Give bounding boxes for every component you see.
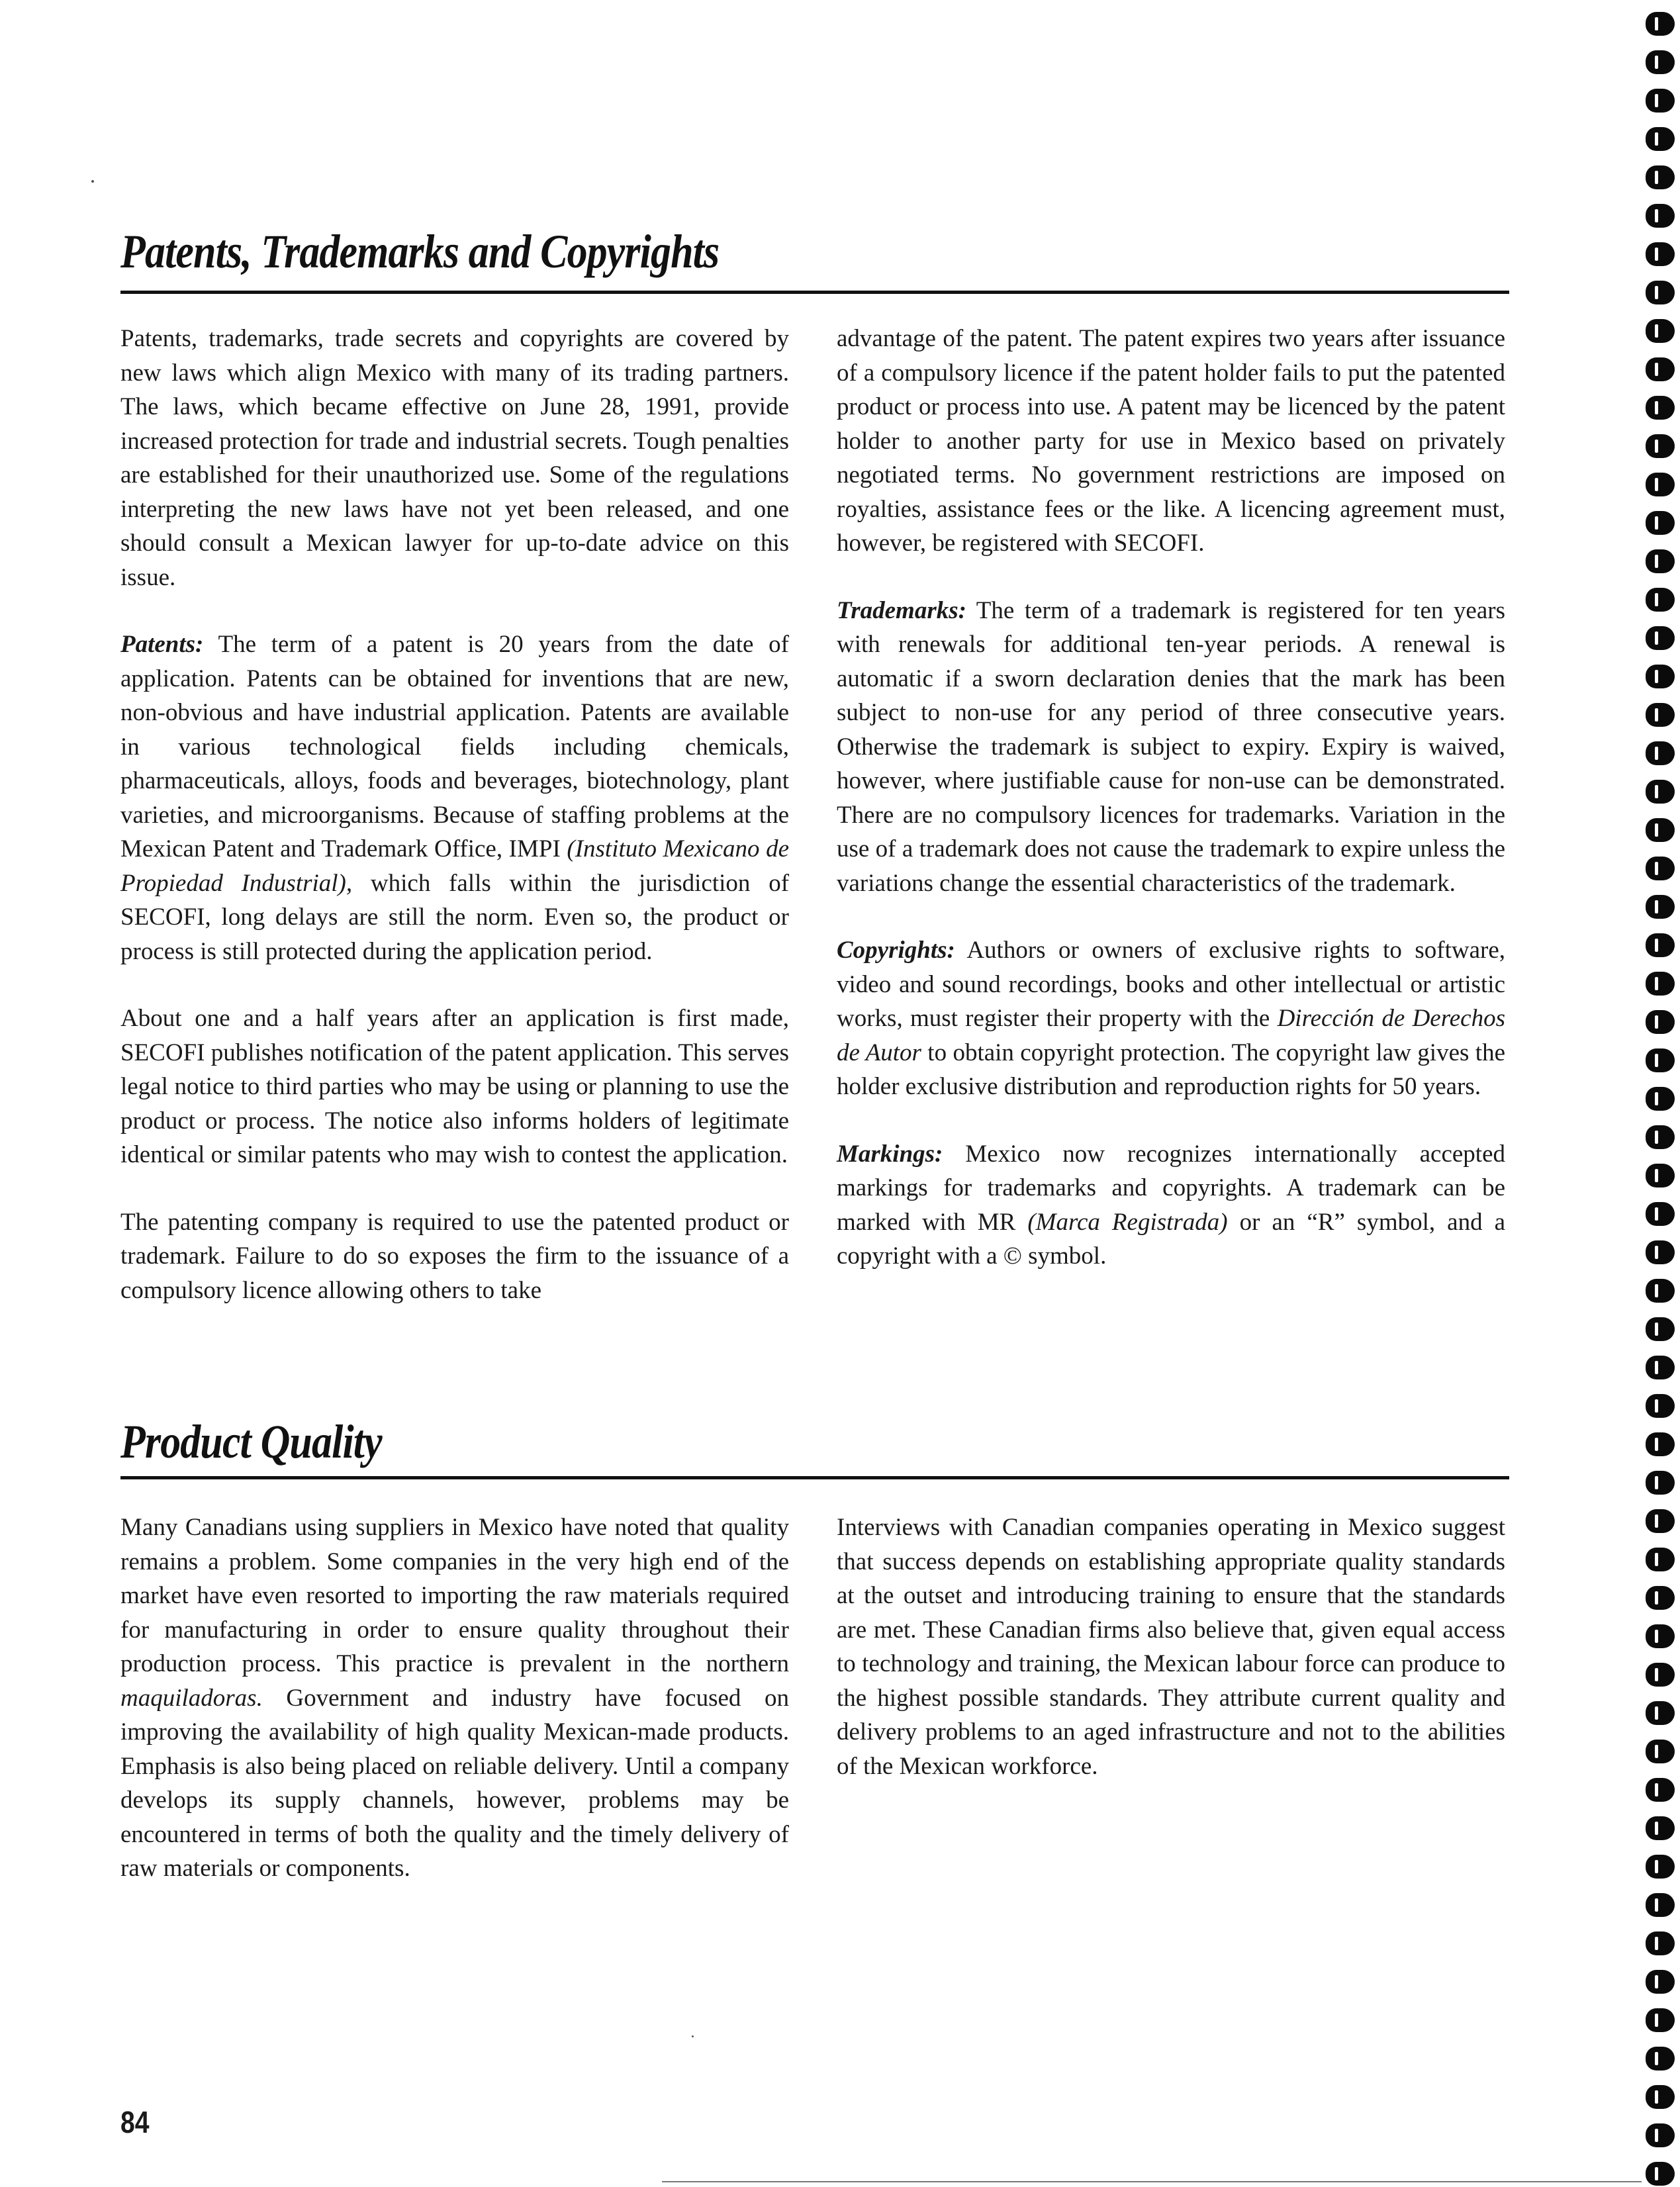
binding-hole-icon (1646, 1893, 1675, 1917)
scan-edge-line (662, 2181, 1642, 2182)
patents-column-right (837, 322, 1505, 1274)
markings-text-italic: (Marca Registrada) (1027, 1208, 1228, 1236)
binding-hole-icon (1646, 2008, 1675, 2032)
notification-paragraph: About one and a half years after an application is first made, SECOFI publishes notification of the patent application. This serves legal notice to third parties who may be using or planning to use the product or process. The notice also informs holders of legitimate identical or similar patents who may wish to contest the application. (120, 1005, 789, 1168)
binding-hole-icon (1646, 1586, 1675, 1610)
binding-hole-icon (1646, 204, 1675, 228)
trademarks-lead: Trademarks: (837, 596, 966, 624)
patents-text-italic: (Instituto Mexicano de Propiedad Industrial), (120, 835, 789, 897)
markings-lead: Markings: (837, 1140, 943, 1168)
markings-text-a: Mexico now recognizes internationally accepted markings for trademarks and copyrights. A trademark can be marked with MR (837, 1140, 1505, 1236)
markings-paragraph (837, 1137, 1505, 1274)
patents-lead: Patents: (120, 631, 204, 658)
binding-hole-icon (1646, 2123, 1675, 2147)
binding-hole-icon (1646, 1778, 1675, 1802)
section-title-patents: Patents, Trademarks and Copyrights (120, 225, 720, 278)
copyrights-paragraph (837, 933, 1505, 1104)
binding-hole-icon (1646, 741, 1675, 765)
copyrights-text-italic: Dirección de Derechos de Autor (837, 1005, 1505, 1066)
binding-hole-icon (1646, 1548, 1675, 1571)
binding-hole-icon (1646, 396, 1675, 420)
quality-column-left (120, 1511, 789, 1886)
binding-hole-icon (1646, 972, 1675, 996)
binding-hole-icon (1646, 1240, 1675, 1264)
binding-hole-icon (1646, 588, 1675, 612)
copyrights-lead: Copyrights: (837, 937, 955, 964)
binding-hole-icon (1646, 1970, 1675, 1994)
binding-hole-icon (1646, 1048, 1675, 1072)
patents-paragraph (120, 628, 789, 968)
spiral-binding (1642, 0, 1680, 2187)
page-number: 84 (120, 2105, 150, 2139)
binding-hole-icon (1646, 2047, 1675, 2071)
quality-column-right (837, 1511, 1505, 1783)
copyrights-text-a: Authors or owners of exclusive rights to software, video and sound recordings, books and other intellectual or artistic works, must register their property with the (837, 937, 1505, 1032)
binding-hole-icon (1646, 473, 1675, 496)
binding-hole-icon (1646, 1740, 1675, 1763)
binding-hole-icon (1646, 1164, 1675, 1187)
section-rule-patents (120, 291, 1509, 294)
binding-hole-icon (1646, 1317, 1675, 1341)
binding-hole-icon (1646, 933, 1675, 957)
binding-hole-icon (1646, 1855, 1675, 1879)
patents-text-b: which falls within the jurisdiction of SECOFI, long delays are still the norm. Even so, the product or process is still protected during the application period. (120, 869, 790, 965)
binding-hole-icon (1646, 1010, 1675, 1034)
binding-hole-icon (1646, 1931, 1675, 1955)
quality-text-a: Many Canadians using suppliers in Mexico have noted that quality remains a problem. Some companies in the very high end of the market have even resorted to importing the raw materials required for manufacturing in order to ensure quality throughout their production process. This practice is prevalent in the northern (120, 1514, 789, 1677)
patent-licence-paragraph: advantage of the patent. The patent expires two years after issuance of a compulsory licence if the patent holder fails to put the patented product or process into use. A patent may be licenced by the patent holder to another party for use in Mexico based on privately negotiated terms. No government restrictions are imposed on royalties, assistance fees or the like. A licencing agreement must, however, be registered with SECOFI. (837, 325, 1505, 557)
binding-hole-icon (1646, 857, 1675, 880)
binding-hole-icon (1646, 357, 1675, 381)
binding-hole-icon (1646, 895, 1675, 919)
intro-paragraph: Patents, trademarks, trade secrets and copyrights are covered by new laws which align Mexico with many of its trading partners. The laws, which became effective on June 28, 1991, provide increased protection for trade and industrial secrets. Tough penalties are established for their unauthorized use. Some of the regulations interpreting the new laws have not yet been released, and one should consult a Mexican lawyer for up-to-date advice on this issue. (120, 325, 789, 591)
binding-hole-icon (1646, 165, 1675, 189)
binding-hole-icon (1646, 1125, 1675, 1149)
quality-text-italic: maquiladoras. (120, 1684, 263, 1712)
binding-hole-icon (1646, 1663, 1675, 1687)
binding-hole-icon (1646, 281, 1675, 304)
binding-hole-icon (1646, 1509, 1675, 1533)
binding-hole-icon (1646, 242, 1675, 266)
binding-hole-icon (1646, 1394, 1675, 1418)
binding-hole-icon (1646, 50, 1675, 74)
scan-speck (91, 180, 94, 183)
patent-use-paragraph: The patenting company is required to use the patented product or trademark. Failure to do so exposes the firm to the issuance of a compulsory licence allowing others to take (120, 1208, 789, 1304)
binding-hole-icon (1646, 1624, 1675, 1648)
binding-hole-icon (1646, 1202, 1675, 1226)
binding-hole-icon (1646, 1816, 1675, 1840)
binding-hole-icon (1646, 1087, 1675, 1111)
binding-hole-icon (1646, 1432, 1675, 1456)
binding-hole-icon (1646, 127, 1675, 151)
scan-speck (692, 2035, 694, 2037)
binding-hole-icon (1646, 319, 1675, 343)
binding-hole-icon (1646, 665, 1675, 688)
quality-text-b: Government and industry have focused on improving the availability of high quality Mexican-made products. Emphasis is also being placed on reliable delivery. Until a company develops its supply channels, however, problems may be encountered in terms of both the quality and the timely delivery of raw materials or components. (120, 1684, 789, 1882)
quality-paragraph-right: Interviews with Canadian companies operating in Mexico suggest that success depends on establishing appropriate quality standards at the outset and introducing training to ensure that the standards are met. These Canadian firms also believe that, given equal access to technology and training, the Mexican labour force can produce to the highest possible standards. They attribute current quality and delivery problems to an aged infrastructure and not to the abilities of the Mexican workforce. (837, 1514, 1505, 1780)
binding-hole-icon (1646, 2085, 1675, 2109)
binding-hole-icon (1646, 511, 1675, 535)
markings-text-b: or an “R” symbol, and a copyright with a © symbol. (837, 1208, 1505, 1270)
binding-hole-icon (1646, 1356, 1675, 1379)
binding-hole-icon (1646, 12, 1675, 36)
binding-hole-icon (1646, 780, 1675, 804)
binding-hole-icon (1646, 434, 1675, 458)
section-title-product-quality: Product Quality (120, 1415, 382, 1468)
patents-text-a: The term of a patent is 20 years from the date of application. Patents can be obtained for inventions that are new, non-obvious and have industrial application. Patents are available in various technological fields including chemicals, pharmaceuticals, alloys, foods and beverages, biotechnology, plant varieties, and microorganisms. Because of staffing problems at the Mexican Patent and Trademark Office, IMPI (120, 631, 789, 862)
trademarks-paragraph (837, 594, 1505, 901)
binding-hole-icon (1646, 1471, 1675, 1495)
binding-hole-icon (1646, 703, 1675, 727)
copyrights-text-b: to obtain copyright protection. The copyright law gives the holder exclusive distribution and reproduction rights for 50 years. (837, 1039, 1505, 1100)
binding-hole-icon (1646, 1279, 1675, 1303)
binding-hole-icon (1646, 1701, 1675, 1725)
patents-column-left (120, 322, 789, 1307)
trademarks-text: The term of a trademark is registered for ten years with renewals for additional ten-year periods. A renewal is automatic if a sworn declaration denies that the mark has been subject to non-use for any period of three consecutive years. Otherwise the trademark is subject to expiry. Expiry is waived, however, where justifiable cause for non-use can be demonstrated. There are no compulsory licences for trademarks. Variation in the use of a trademark does not cause the trademark to expire unless the variations change the essential characteristics of the trademark. (837, 596, 1505, 897)
binding-hole-icon (1646, 818, 1675, 842)
quality-paragraph-left (120, 1511, 789, 1886)
binding-hole-icon (1646, 549, 1675, 573)
binding-hole-icon (1646, 626, 1675, 650)
binding-hole-icon (1646, 2162, 1675, 2186)
section-rule-product-quality (120, 1476, 1509, 1479)
binding-hole-icon (1646, 89, 1675, 113)
